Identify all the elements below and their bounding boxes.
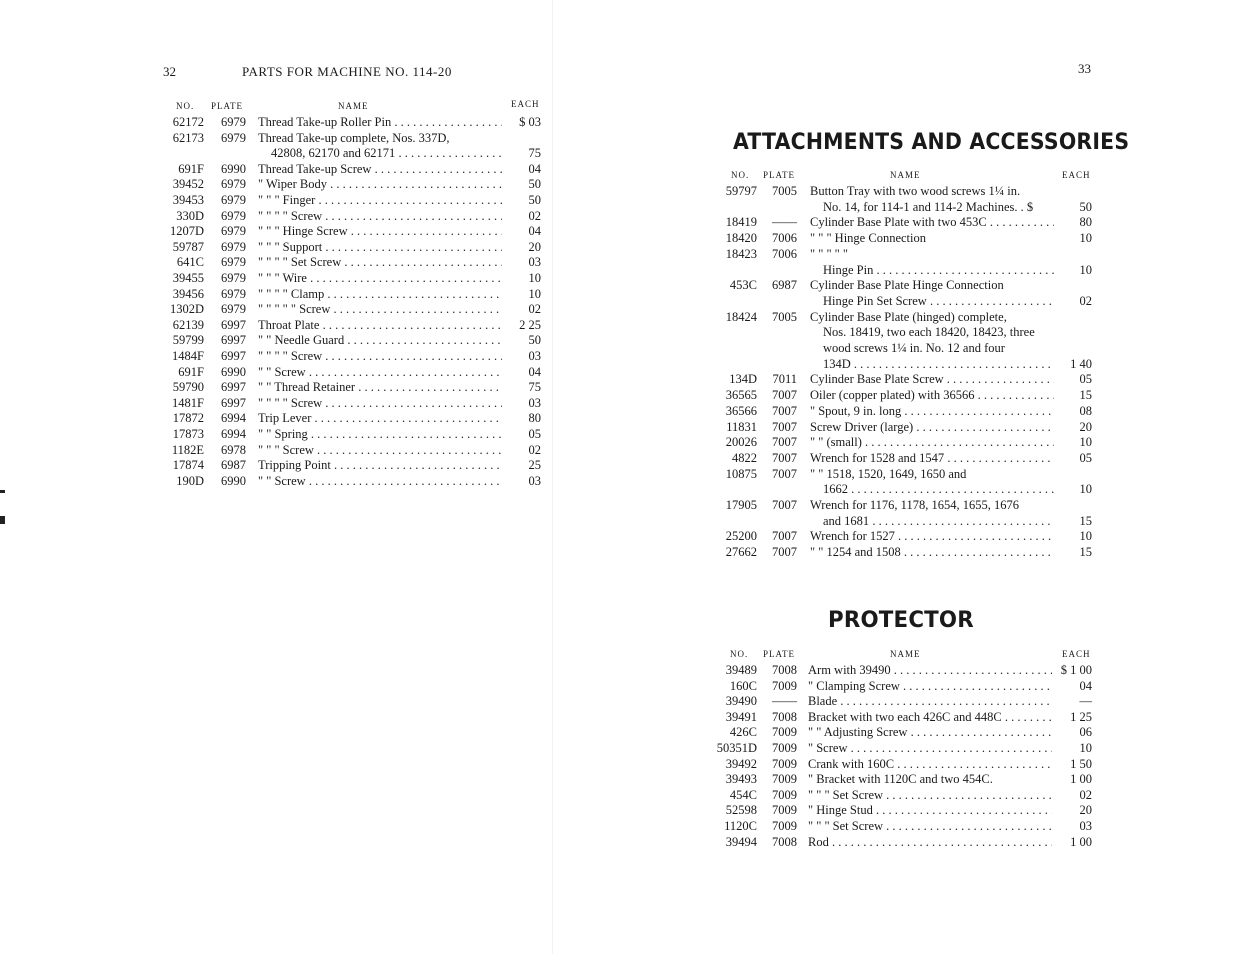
part-name: 1662 . . . <box>823 481 1054 497</box>
price: 25 <box>528 458 541 473</box>
price: 15 <box>1079 513 1092 528</box>
part-name: " " " " Clamp . . . <box>258 286 502 302</box>
part-name: " " Screw . . . <box>258 364 502 380</box>
table-row <box>560 662 1238 678</box>
plate-number: 7007 <box>772 435 797 450</box>
part-number: 1207D <box>169 224 204 239</box>
plate-number: 6990 <box>221 364 246 379</box>
part-number: 1182E <box>171 442 204 457</box>
col-header-each: EACH <box>511 99 540 109</box>
table-row <box>560 544 1238 560</box>
price: 80 <box>528 411 541 426</box>
price: 50 <box>528 333 541 348</box>
part-number: 18419 <box>725 215 757 230</box>
plate-number: 6997 <box>221 395 246 410</box>
part-name: " " " Support . . . <box>258 239 502 255</box>
plate-number: 6979 <box>221 255 246 270</box>
price: 1 50 <box>1070 756 1092 771</box>
part-number: 10875 <box>725 466 757 481</box>
part-number: 691F <box>178 364 204 379</box>
part-number: 39455 <box>172 271 204 285</box>
part-number: 25200 <box>725 529 757 544</box>
plate-number: 6987 <box>772 278 797 293</box>
table-row <box>560 771 1238 787</box>
price: 03 <box>1079 819 1092 833</box>
table-row <box>560 678 1238 694</box>
part-name: Cylinder Base Plate Screw . . . <box>810 371 1054 387</box>
price: 20 <box>528 239 541 254</box>
part-name: " " Thread Retainer . . . <box>258 379 502 395</box>
table-row <box>0 254 560 270</box>
plate-number: 7007 <box>772 466 797 481</box>
col-header-plate: PLATE <box>763 170 795 180</box>
part-number: 39452 <box>172 177 204 192</box>
plate-number: —— <box>772 215 797 230</box>
plate-number: 6979 <box>221 115 246 129</box>
price: 10 <box>1079 262 1092 277</box>
part-number: 18423 <box>725 246 757 261</box>
part-number: 17872 <box>172 411 204 426</box>
plate-number: 7005 <box>772 309 797 324</box>
part-number: 62139 <box>172 317 204 332</box>
part-number: 39492 <box>725 756 757 771</box>
part-name: " Bracket with 1120C and two 454C. <box>808 772 993 787</box>
price: 75 <box>528 380 541 395</box>
plate-number: 6979 <box>221 224 246 239</box>
table-row <box>0 317 560 333</box>
plate-number: 6979 <box>221 271 246 285</box>
part-number: 62172 <box>172 115 204 129</box>
table-row <box>0 223 560 239</box>
table-row <box>0 442 560 458</box>
part-number: 17874 <box>172 458 204 473</box>
part-number: 39456 <box>172 286 204 301</box>
price: 10 <box>528 286 541 301</box>
part-name: Oiler (copper plated) with 36566 . . . <box>810 387 1054 403</box>
plate-number: 7009 <box>772 819 797 833</box>
table-row <box>560 277 1238 293</box>
part-name: " " " Set Screw . . . <box>808 818 1052 834</box>
price: 75 <box>528 146 541 161</box>
part-number: 18424 <box>725 309 757 324</box>
price: 05 <box>1079 450 1092 465</box>
table-row <box>560 309 1238 325</box>
plate-number: 7007 <box>772 403 797 418</box>
plate-number: 6978 <box>221 442 246 457</box>
table-row <box>560 230 1238 246</box>
plate-number: 7009 <box>772 756 797 771</box>
price: 08 <box>1079 403 1092 418</box>
plate-number: 7007 <box>772 529 797 544</box>
part-name: " " (small) . . . <box>810 434 1054 450</box>
table-row <box>560 513 1238 529</box>
plate-number: 6990 <box>221 473 246 488</box>
part-name: and 1681 . . . <box>823 513 1054 529</box>
table-row <box>560 450 1238 466</box>
page-number: 32 <box>163 64 176 79</box>
part-name: Nos. 18419, two each 18420, 18423, three <box>823 325 1035 340</box>
part-number: 50351D <box>716 741 757 755</box>
plate-number: 7007 <box>772 419 797 434</box>
plate-number: 6997 <box>221 317 246 332</box>
part-name: " " " " Screw . . . <box>258 348 502 364</box>
part-number: 27662 <box>725 545 757 560</box>
part-number: 36565 <box>725 388 757 403</box>
part-name: " " " Wire . . . <box>258 270 502 286</box>
col-header-plate: PLATE <box>763 649 795 659</box>
part-number: 39453 <box>172 193 204 207</box>
part-number: 11831 <box>726 419 757 434</box>
part-name: Wrench for 1528 and 1547 . . . <box>810 450 1054 466</box>
plate-number: 6979 <box>221 193 246 207</box>
price: 03 <box>528 255 541 270</box>
part-number: 59799 <box>172 333 204 348</box>
price: 02 <box>528 302 541 317</box>
plate-number: 7008 <box>772 663 797 677</box>
price: 05 <box>528 427 541 441</box>
part-number: 39490 <box>725 694 757 709</box>
price: 1 00 <box>1070 772 1092 787</box>
part-number: 1481F <box>172 395 204 410</box>
plate-number: 7009 <box>772 772 797 787</box>
price: 2 25 <box>519 317 541 332</box>
table-row <box>0 239 560 255</box>
plate-number: 7009 <box>772 678 797 693</box>
plate-number: 6990 <box>221 161 246 176</box>
price: 20 <box>1079 803 1092 818</box>
part-number: 1484F <box>172 349 204 363</box>
table-row <box>560 466 1238 482</box>
table-row <box>560 214 1238 230</box>
part-name: Cylinder Base Plate (hinged) complete, <box>810 309 1007 324</box>
price: 15 <box>1079 388 1092 403</box>
table-row <box>560 434 1238 450</box>
part-name: " " Needle Guard . . . <box>258 332 502 348</box>
table-row <box>560 481 1238 497</box>
price: 03 <box>528 349 541 363</box>
table-row <box>560 293 1238 309</box>
price: — <box>1079 694 1092 709</box>
part-name: Trip Lever . . . <box>258 410 502 426</box>
plate-number: 6979 <box>221 286 246 301</box>
part-number: 62173 <box>172 130 204 145</box>
price: 04 <box>528 364 541 379</box>
col-header-each: EACH <box>1062 649 1091 659</box>
part-number: 641C <box>176 255 204 270</box>
part-name: " " " " " Screw . . . <box>258 301 502 317</box>
part-name: No. 14, for 114-1 and 114-2 Machines. . $ <box>823 199 1034 214</box>
plate-number: 6994 <box>221 411 246 426</box>
part-name: " " 1254 and 1508 . . . <box>810 544 1054 560</box>
table-row <box>560 709 1238 725</box>
part-name: Thread Take-up Screw . . . <box>258 161 502 177</box>
plate-number: 6979 <box>221 208 246 223</box>
table-row <box>560 497 1238 513</box>
part-number: 39494 <box>725 834 757 849</box>
table-row <box>0 332 560 348</box>
price: $ 03 <box>519 115 541 129</box>
table-row <box>0 192 560 208</box>
edge-mark <box>0 516 5 524</box>
part-name: Tripping Point . . . <box>258 457 502 473</box>
price: 10 <box>1079 529 1092 544</box>
price: 02 <box>1079 293 1092 308</box>
plate-number: 7005 <box>772 184 797 198</box>
price: 10 <box>528 271 541 285</box>
part-name: wood screws 1¼ in. No. 12 and four <box>823 341 1005 355</box>
price: 80 <box>1079 215 1092 230</box>
section-title-attachments: ATTACHMENTS AND ACCESSORIES <box>733 130 1130 155</box>
price: 10 <box>1079 741 1092 755</box>
table-row <box>0 145 560 161</box>
plate-number: 6987 <box>221 458 246 473</box>
table-row <box>560 324 1238 340</box>
table-row <box>560 834 1238 850</box>
part-name: " " " Hinge Connection <box>810 231 926 246</box>
plate-number: 7009 <box>772 803 797 818</box>
part-name: Wrench for 1527 . . . <box>810 528 1054 544</box>
plate-number: 7007 <box>772 450 797 465</box>
part-name: Button Tray with two wood screws 1¼ in. <box>810 184 1021 198</box>
part-number: 39489 <box>725 663 757 677</box>
part-number: 17905 <box>725 498 757 512</box>
part-number: 59797 <box>725 184 757 198</box>
price: 03 <box>528 473 541 488</box>
table-row <box>560 199 1238 215</box>
plate-number: 6979 <box>221 302 246 317</box>
table-row <box>0 114 560 130</box>
part-name: " " " Screw . . . <box>258 442 502 458</box>
running-head: PARTS FOR MACHINE NO. 114-20 <box>242 64 452 79</box>
edge-mark <box>0 490 5 493</box>
part-name: Wrench for 1176, 1178, 1654, 1655, 1676 <box>810 498 1019 512</box>
part-number: 39493 <box>725 772 757 787</box>
table-row <box>560 818 1238 834</box>
table-row <box>0 161 560 177</box>
plate-number: 6994 <box>221 427 246 441</box>
price: 02 <box>528 208 541 223</box>
part-name: " Clamping Screw . . . <box>808 678 1052 694</box>
table-row <box>560 419 1238 435</box>
part-number: 691F <box>178 161 204 176</box>
table-row <box>0 410 560 426</box>
col-header-no: NO. <box>731 170 750 180</box>
part-name: Rod . . . <box>808 834 1052 850</box>
table-row <box>560 262 1238 278</box>
plate-number: 7007 <box>772 388 797 403</box>
part-name: Thread Take-up complete, Nos. 337D, <box>258 130 450 145</box>
price: 03 <box>528 395 541 410</box>
price: 1 25 <box>1070 709 1092 724</box>
price: 1 40 <box>1070 356 1092 371</box>
part-name: " " " " " <box>810 246 849 261</box>
plate-number: 7006 <box>772 246 797 261</box>
col-header-no: NO. <box>730 649 749 659</box>
plate-number: 7009 <box>772 787 797 802</box>
part-name: " Spout, 9 in. long . . . <box>810 403 1054 419</box>
part-name: " " " " Screw . . . <box>258 208 502 224</box>
plate-number: 7008 <box>772 834 797 849</box>
part-name: Thread Take-up Roller Pin . . . <box>258 114 502 130</box>
part-number: 1302D <box>169 302 204 317</box>
table-row <box>560 371 1238 387</box>
col-header-plate: PLATE <box>211 101 243 111</box>
part-number: 160C <box>729 678 757 693</box>
table-row <box>0 457 560 473</box>
price: 50 <box>1079 199 1092 214</box>
table-row <box>0 176 560 192</box>
col-header-name: NAME <box>890 170 921 180</box>
plate-number: 6979 <box>221 177 246 192</box>
price: 15 <box>1079 545 1092 560</box>
part-name: " " Spring . . . <box>258 426 502 442</box>
table-row <box>560 403 1238 419</box>
table-row <box>560 246 1238 262</box>
part-number: 52598 <box>725 803 757 818</box>
part-name: " " " Hinge Screw . . . <box>258 223 502 239</box>
table-row <box>560 802 1238 818</box>
plate-number: —— <box>772 694 797 709</box>
part-name: 134D . . . <box>823 356 1054 372</box>
col-header-each: EACH <box>1062 170 1091 180</box>
part-number: 4822 <box>732 450 757 465</box>
table-row <box>0 348 560 364</box>
plate-number: 7006 <box>772 231 797 246</box>
part-name: Screw Driver (large) . . . <box>810 419 1054 435</box>
table-row <box>0 301 560 317</box>
price: 04 <box>528 224 541 239</box>
table-row <box>560 528 1238 544</box>
part-number: 330D <box>176 208 204 223</box>
price: $ 1 00 <box>1060 663 1092 677</box>
col-header-no: NO. <box>176 101 195 111</box>
part-number: 454C <box>729 787 757 802</box>
part-number: 453C <box>729 278 757 293</box>
table-row <box>560 724 1238 740</box>
table-row <box>560 693 1238 709</box>
part-name: " Wiper Body . . . <box>258 176 502 192</box>
price: 1 00 <box>1070 834 1092 849</box>
table-row <box>0 130 560 146</box>
col-header-name: NAME <box>890 649 921 659</box>
part-number: 190D <box>176 473 204 488</box>
page-number: 33 <box>1078 61 1091 76</box>
plate-number: 7009 <box>772 741 797 755</box>
table-row <box>0 208 560 224</box>
part-number: 39491 <box>725 709 757 724</box>
part-name: " " Screw . . . <box>258 473 502 489</box>
price: 05 <box>1079 372 1092 387</box>
part-number: 1120C <box>724 819 757 833</box>
col-header-name: NAME <box>338 101 369 111</box>
part-name: " " 1518, 1520, 1649, 1650 and <box>810 466 967 481</box>
price: 02 <box>528 442 541 457</box>
part-name: Throat Plate . . . <box>258 317 502 333</box>
price: 10 <box>1079 231 1092 246</box>
plate-number: 7011 <box>772 372 797 387</box>
plate-number: 7009 <box>772 725 797 740</box>
table-row <box>560 756 1238 772</box>
left-page <box>0 0 560 954</box>
table-row <box>560 740 1238 756</box>
part-name: Arm with 39490 . . . <box>808 662 1052 678</box>
part-name: 42808, 62170 and 62171 . . . <box>271 145 502 161</box>
price: 50 <box>528 177 541 192</box>
table-row <box>560 356 1238 372</box>
part-number: 59790 <box>172 380 204 395</box>
price: 10 <box>1079 435 1092 450</box>
plate-number: 7008 <box>772 709 797 724</box>
table-row <box>0 270 560 286</box>
part-name: " " " Set Screw . . . <box>808 787 1052 803</box>
section-title-protector: PROTECTOR <box>828 608 974 633</box>
table-row <box>0 395 560 411</box>
table-row <box>560 183 1238 199</box>
part-name: Crank with 160C . . . <box>808 756 1052 772</box>
plate-number: 6997 <box>221 380 246 395</box>
table-row <box>0 286 560 302</box>
price: 50 <box>528 193 541 207</box>
price: 02 <box>1079 787 1092 802</box>
part-name: " " " " Screw . . . <box>258 395 502 411</box>
plate-number: 6997 <box>221 333 246 348</box>
table-row <box>560 387 1238 403</box>
part-name: Blade . . . <box>808 693 1052 709</box>
table-row <box>0 473 560 489</box>
part-name: Cylinder Base Plate with two 453C . . . <box>810 214 1054 230</box>
part-number: 36566 <box>725 403 757 418</box>
table-row <box>0 364 560 380</box>
table-row <box>0 379 560 395</box>
part-name: " " " Finger . . . <box>258 192 502 208</box>
part-number: 134D <box>729 372 757 387</box>
part-name: " Screw . . . <box>808 740 1052 756</box>
part-number: 426C <box>729 725 757 740</box>
plate-number: 7007 <box>772 545 797 560</box>
part-name: Bracket with two each 426C and 448C . . . <box>808 709 1052 725</box>
part-name: Hinge Pin . . . <box>823 262 1054 278</box>
price: 20 <box>1079 419 1092 434</box>
part-name: " " Adjusting Screw . . . <box>808 724 1052 740</box>
part-name: " " " " Set Screw . . . <box>258 254 502 270</box>
plate-number: 7007 <box>772 498 797 512</box>
table-row <box>560 787 1238 803</box>
right-page <box>560 0 1238 954</box>
part-number: 59787 <box>172 239 204 254</box>
plate-number: 6979 <box>221 130 246 145</box>
plate-number: 6979 <box>221 239 246 254</box>
part-number: 20026 <box>725 435 757 450</box>
part-number: 17873 <box>172 427 204 441</box>
table-row <box>0 426 560 442</box>
price: 06 <box>1079 725 1092 740</box>
part-name: " Hinge Stud . . . <box>808 802 1052 818</box>
part-number: 18420 <box>725 231 757 246</box>
plate-number: 6997 <box>221 349 246 363</box>
part-name: Cylinder Base Plate Hinge Connection <box>810 278 1004 293</box>
price: 10 <box>1079 482 1092 497</box>
price: 04 <box>528 161 541 176</box>
price: 04 <box>1079 678 1092 693</box>
table-row <box>560 340 1238 356</box>
part-name: Hinge Pin Set Screw . . . <box>823 293 1054 309</box>
